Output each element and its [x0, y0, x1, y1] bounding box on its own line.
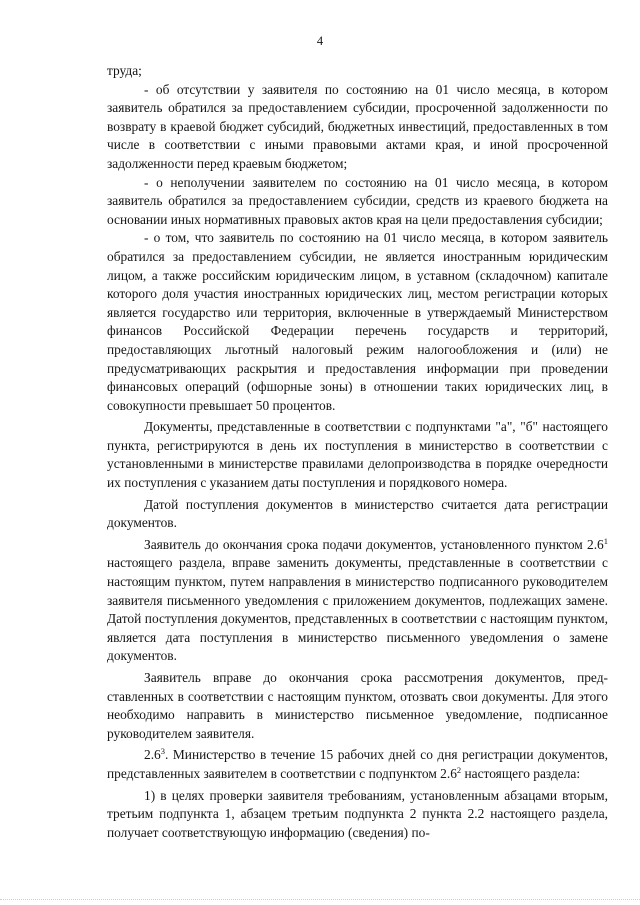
paragraph-text: настоящего раздела, вправе заменить документы, представленные в соответствии с настоящим пунктом, путем направления в министерство подписанного руководителем заявителя письменного уведомления с приложением документов, подлежащих замене. Датой поступления документов, представленных в соответствии с настоящим пунктом, является дата поступления в министерство письменного уведомления о замене документов. — [107, 555, 608, 664]
paragraph — [107, 536, 608, 666]
superscript: 3 — [160, 746, 165, 757]
paragraph: Заявитель вправе до окончания срока рассмотрения документов, представленных в соответствии с настоящим пунктом, отозвать свои документы. Для этого необходимо направить в министерство письменное уведомление, подписанное руководителем заявителя. — [107, 670, 608, 741]
paragraph-text: Заявитель до окончания срока подачи документов, установленного пунктом 2.6 — [144, 536, 604, 552]
superscript: 1 — [603, 535, 608, 546]
paragraph — [107, 746, 608, 783]
paragraph: - о неполучении заявителем по состоянию на 01 число месяца, в котором заявитель обратился за предоставлением субсидии, средств из краевого бюджета на основании иных нормативных правовых актов края на цели предоставления субсидии; — [107, 174, 608, 227]
paragraph: - об отсутствии у заявителя по состоянию на 01 число месяца, в котором заявитель обратился за предоставлением субсидии, просроченной задолженности по возврату в краевой бюджет субсидий, бюджетных инвестиций, предоставленных в том числе в соответствии с иными правовыми актами края, и иной просроченной задолженности перед краевым бюджетом; — [107, 81, 608, 171]
superscript: 2 — [456, 764, 462, 775]
paragraph-text: . Министерство в течение 15 рабочих дней со дня регистрации документов, представленных заявителем в соответствии с подпунктом 2.6 — [107, 747, 608, 781]
paragraph: 1) в целях проверки заявителя требованиям, установленным абзацами вторым, третьим подпункта 1, абзацем третьим подпункта 2 пункта 2.2 настоящего раздела, получает соответствующую информацию (сведения) по- — [107, 787, 608, 840]
paragraph: труда; — [107, 63, 142, 78]
paragraph: - о том, что заявитель по состоянию на 01 число месяца, в котором заявитель обратился за предоставлением субсидии, не является иностранным юридическим лицом, а также российским юридическим лицом, в уставном (складочном) капитале которого доля участия иностранных юридических лиц, местом регистрации которых является государство или территория, включенные в утверждаемый Министерством финансов Российской Федерации перечень государств и территорий, предоставляющих льготный налоговый режим налогообложения и (или) не предусматривающих раскрытия и предоставления информации при проведении финансовых операций (офшорные зоны) в отношении таких юридических лиц, в совокупности превышает 50 процентов. — [107, 230, 608, 413]
paragraph-text: настоящего раздела: — [461, 765, 581, 781]
document-body — [107, 62, 608, 842]
paragraph: Датой поступления документов в министерство считается дата регистрации документов. — [107, 496, 608, 531]
page-number: 4 — [316, 34, 324, 48]
paragraph: Документы, представленные в соответствии с подпунктами "а", "б" настоящего пункта, регистрируются в день их поступления в министерство в соответствии с установленными в министерстве правилами делопроизводства в порядке очередности их поступления с указанием даты поступления и порядкового номера. — [107, 419, 608, 491]
scan-edge-divider — [0, 899, 640, 900]
paragraph-text: 2.6 — [144, 747, 161, 763]
